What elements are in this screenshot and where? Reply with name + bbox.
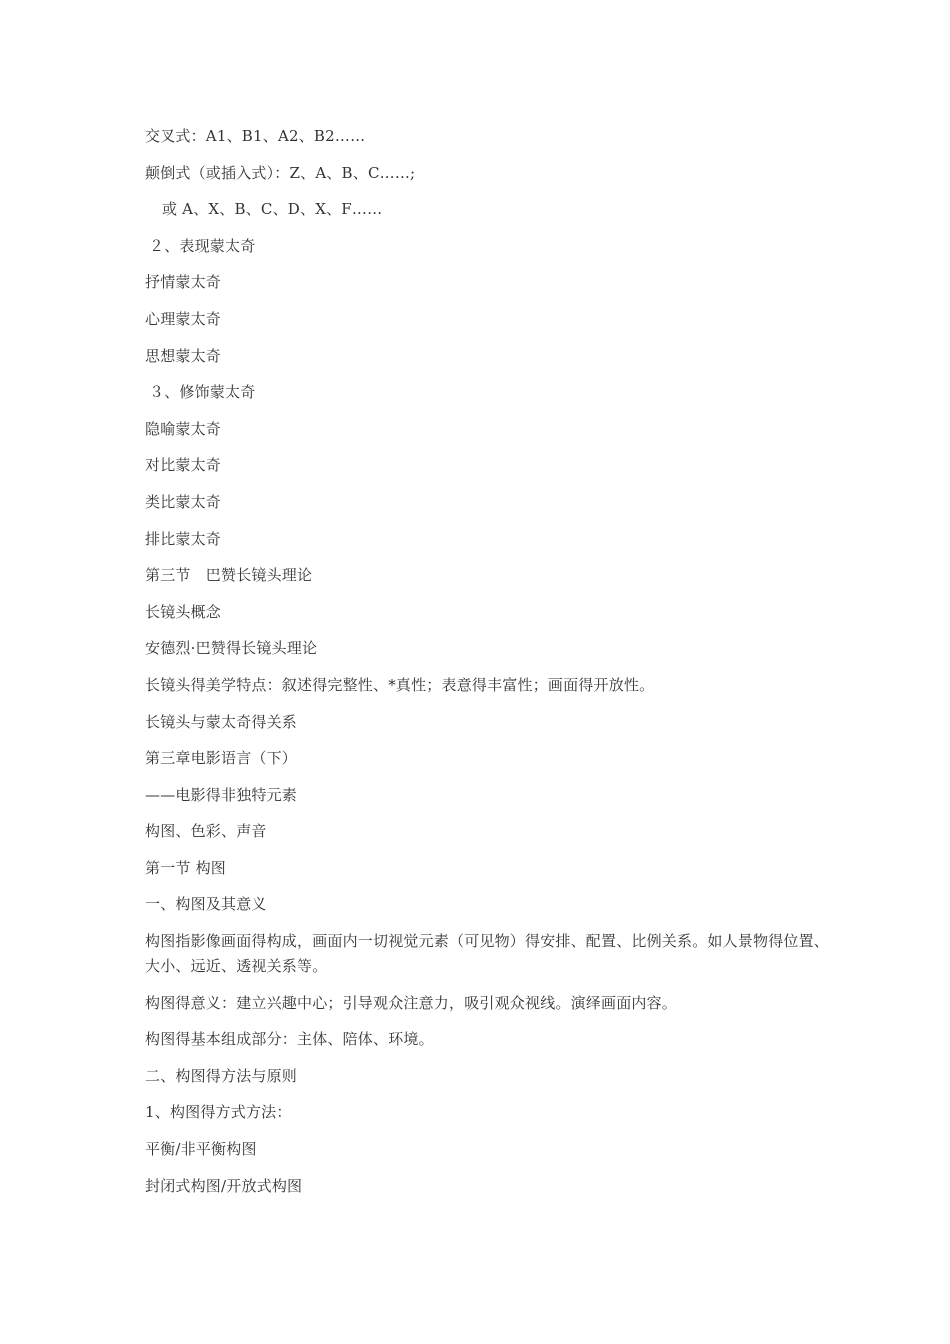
- section-heading: ２、表现蒙太奇: [149, 236, 256, 255]
- text-line: 交叉式：A1、B1、A2、B2……: [145, 127, 366, 145]
- text-line: 封闭式构图/开放式构图: [145, 1176, 303, 1195]
- section-heading: ３、修饰蒙太奇: [149, 383, 256, 402]
- section-heading: 二、构图得方法与原则: [145, 1066, 298, 1085]
- text-line: 安德烈·巴赞得长镜头理论: [145, 639, 318, 658]
- text-line: 或 A、X、B、C、D、X、F……: [162, 200, 383, 219]
- text-line: 长镜头得美学特点：叙述得完整性、*真性；表意得丰富性；画面得开放性。: [145, 675, 655, 694]
- section-heading: 第三节 巴赞长镜头理论: [145, 566, 313, 585]
- text-line: 排比蒙太奇: [145, 529, 222, 548]
- text-line: 构图得基本组成部分：主体、陪体、环境。: [145, 1030, 434, 1049]
- section-heading: 第一节 构图: [145, 858, 226, 877]
- text-line: 思想蒙太奇: [145, 346, 222, 365]
- text-line: 类比蒙太奇: [145, 492, 222, 511]
- text-line: 抒情蒙太奇: [145, 273, 222, 292]
- text-line: 构图、色彩、声音: [145, 822, 267, 841]
- document-body: [145, 124, 835, 1210]
- text-line: 隐喻蒙太奇: [145, 419, 222, 438]
- text-line: 对比蒙太奇: [145, 456, 222, 475]
- text-line: 心理蒙太奇: [145, 309, 222, 328]
- text-line: 长镜头与蒙太奇得关系: [145, 712, 298, 731]
- chapter-heading: 第三章电影语言（下）: [145, 749, 298, 768]
- paragraph: 构图指影像画面得构成，画面内一切视觉元素（可见物）得安排、配置、比例关系。如人景物得位置、大小、远近、透视关系等。: [145, 932, 830, 976]
- text-line: 平衡/非平衡构图: [145, 1140, 257, 1159]
- chapter-subtitle: ——电影得非独特元素: [145, 785, 298, 804]
- text-line: 1、构图得方式方法：: [145, 1103, 292, 1122]
- section-heading: 一、构图及其意义: [145, 895, 267, 914]
- text-line: 长镜头概念: [145, 602, 222, 621]
- text-line: 构图得意义：建立兴趣中心；引导观众注意力，吸引观众视线。演绎画面内容。: [145, 993, 678, 1012]
- text-line: 颠倒式（或插入式）：Z、A、B、C……;: [145, 163, 416, 182]
